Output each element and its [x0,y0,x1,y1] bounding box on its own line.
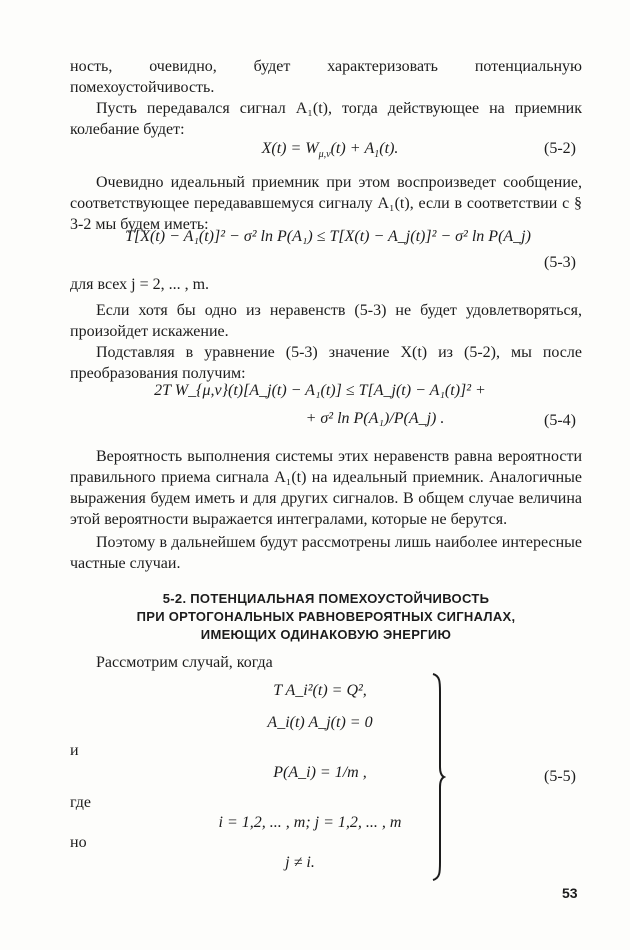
section-heading-line3: ИМЕЮЩИХ ОДИНАКОВУЮ ЭНЕРГИЮ [200,627,452,642]
paragraph-probability: Вероятность выполнения системы этих неравенств равна вероятности правильного приема сигнала A₁(t) на идеальный приемник. Аналогичные выражения будем иметь и для других сигналов. В общем случае величина этой вероятности выражается интегралами, которые не берутся. [70,448,582,528]
paragraph-ideal-receiver: Очевидно идеальный приемник при этом воспроизведет сообщение, соответствующее передававшемуся сигналу A₁(t), если в соответствии с § 3-2 мы будем иметь: [70,174,582,233]
section-heading-line1: 5-2. ПОТЕНЦИАЛЬНАЯ ПОМЕХОУСТОЙЧИВОСТЬ [162,591,490,606]
connector-but: но [70,834,87,851]
connector-where: где [70,794,92,811]
equation-number-5-2: (5-2) [544,140,576,157]
section-heading [70,590,582,644]
paragraph-consider-case: Рассмотрим случай, когда [96,654,273,671]
equation-5-4-line2: + σ² ln P(A₁)/P(A_j) . [305,410,445,427]
paragraph-continuation: ность, очевидно, будет характеризовать потенциальную помехоустойчивость. [70,58,582,96]
equation-number-5-4: (5-4) [544,412,576,429]
equation-5-3: T[X(t) − A₁(t)]² − σ² ln P(A₁) ≤ T[X(t) − A_j(t)]² − σ² ln P(A_j) [125,228,531,245]
paragraph-signal: Пусть передавался сигнал A₁(t), тогда действующее на приемник колебание будет: [70,100,582,138]
paragraph-substitution: Подставляя в уравнение (5-3) значение X(t) из (5-2), мы после преобразования получим: [70,344,582,382]
paragraph-special-cases: Поэтому в дальнейшем будут рассмотрены лишь наиболее интересные частные случаи. [70,534,582,572]
page-number: 53 [562,885,578,901]
equation-5-5-probability: P(A_i) = 1/m , [273,764,367,781]
connector-and: и [70,742,79,759]
paragraph-distortion: Если хотя бы одно из неравенств (5-3) не будет удовлетворяться, произойдет искажение. [70,302,582,340]
equation-5-5-energy: T A_i²(t) = Q², [273,682,367,699]
equation-5-4-line1: 2T W_{μ,ν}(t)[A_j(t) − A₁(t)] ≤ T[A_j(t) − A₁(t)]² + [154,382,486,399]
section-heading-line2: ПРИ ОРТОГОНАЛЬНЫХ РАВНОВЕРОЯТНЫХ СИГНАЛАХ, [136,609,516,624]
right-brace-icon [430,672,446,882]
equation-5-5-orthogonal: A_i(t) A_j(t) = 0 [267,714,373,731]
equation-5-5-not-equal: j ≠ i. [285,854,315,871]
paragraph-for-all-j: для всех j = 2, ... , m. [70,276,210,293]
equation-number-5-5: (5-5) [544,768,576,785]
equation-number-5-3: (5-3) [544,254,576,271]
equation-5-5-indices: i = 1,2, ... , m; j = 1,2, ... , m [218,814,402,831]
equation-5-2: $X(t) = W_{\mu,\nu}(t) + A_1(t)$. [261,140,399,161]
